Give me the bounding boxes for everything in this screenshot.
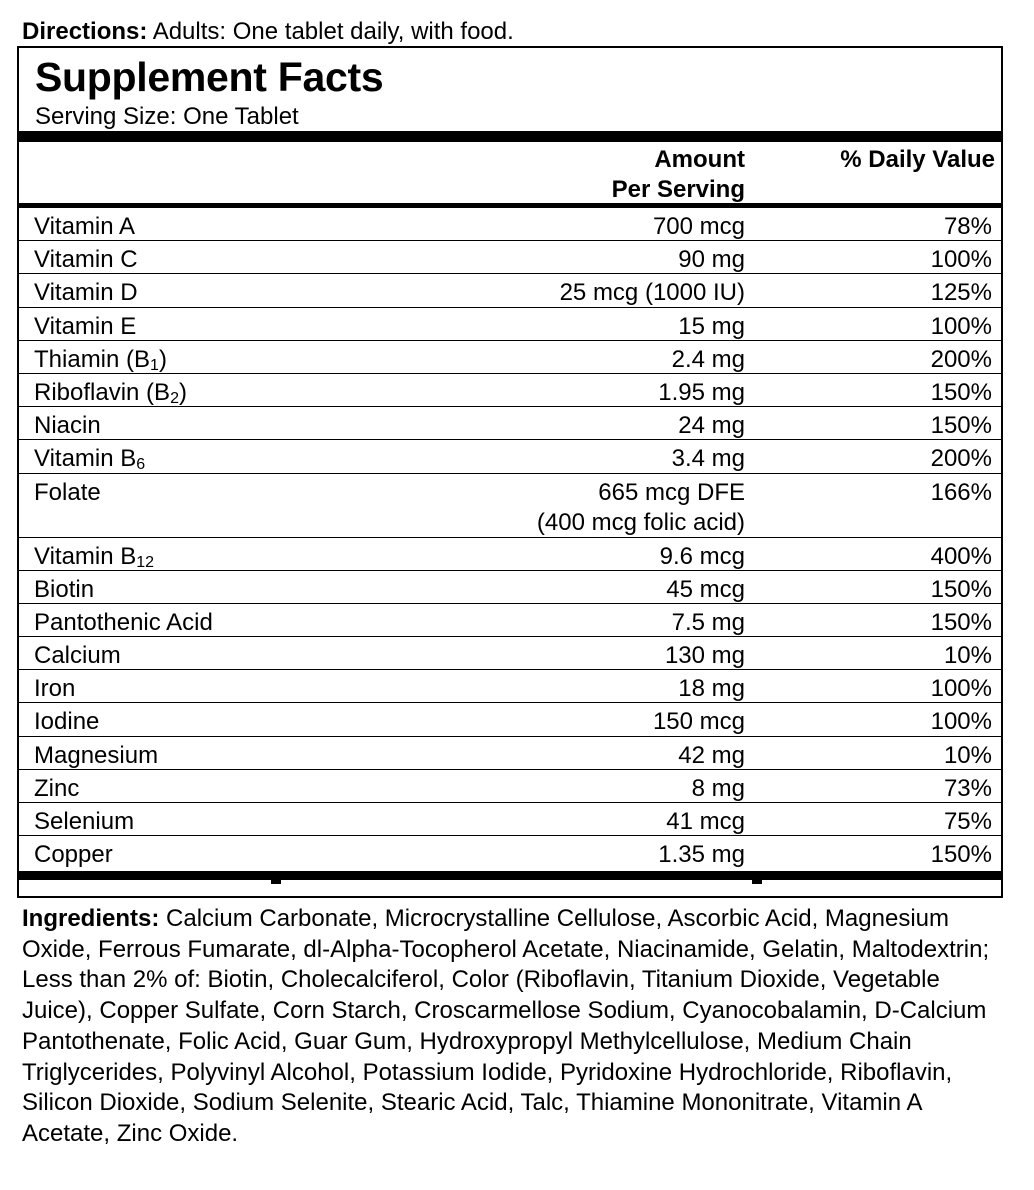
- nutrient-daily-value: 400%: [930, 542, 992, 570]
- nutrient-name-text: Niacin: [34, 412, 101, 440]
- nutrient-name: [34, 278, 138, 308]
- nutrient-name-text: Pantothenic Acid: [34, 608, 213, 636]
- ingredients-label: Ingredients:: [22, 905, 160, 932]
- nutrient-amount-text: 1.95 mg: [658, 378, 745, 406]
- nutrient-row: [19, 274, 1001, 307]
- nutrient-amount: [653, 707, 745, 737]
- nutrient-amount: [678, 674, 745, 704]
- nutrient-row: [19, 341, 1001, 374]
- nutrient-daily-value: 200%: [930, 345, 992, 373]
- nutrient-amount: [678, 411, 745, 441]
- nutrient-daily-value: 100%: [930, 312, 992, 340]
- thick-divider-bottom: [19, 871, 1001, 880]
- nutrient-amount-text: 7.5 mg: [671, 608, 745, 636]
- panel-title: Supplement Facts: [35, 54, 384, 100]
- nutrient-name: [34, 774, 79, 804]
- directions-line: [22, 18, 514, 46]
- nutrient-row: [19, 538, 1001, 571]
- thick-divider-top: [19, 131, 1001, 142]
- nutrient-amount: [660, 542, 745, 572]
- nutrient-daily-value: 200%: [930, 445, 992, 473]
- nutrient-amount: [658, 840, 745, 870]
- nutrient-daily-value: 166%: [930, 478, 992, 506]
- nutrient-name-text: Vitamin A: [34, 213, 135, 240]
- amount-header-line2: Per Serving: [611, 176, 745, 203]
- nutrient-name: [34, 345, 167, 378]
- nutrient-name-text: Vitamin B: [34, 542, 137, 570]
- ingredients-text: Calcium Carbonate, Microcrystalline Cellulose, Ascorbic Acid, Magnesium Oxide, Ferrous Fumarate, dl-Alpha-Tocopherol Acetate, Niacinamide, Gelatin, Maltodextrin; Less than 2% of: Biotin, Cholecalciferol, Color (Riboflavin, Titanium Dioxide, Vegetable Juice), Copper Sulfate, Corn Starch, Croscarmellose Sodium, Cyanocobalamin, D-Calcium Pantothenate, Folic Acid, Guar Gum, Hydroxypropyl Methylcellulose, Medium Chain Triglycerides, Polyvinyl Alcohol, Potassium Iodide, Pyridoxine Hydrochloride, Riboflavin, Silicon Dioxide, Sodium Selenite, Stearic Acid, Talc, Thiamine Mononitrate, Vitamin A Acetate, Zinc Oxide.: [22, 905, 990, 1147]
- nutrient-row: [19, 637, 1001, 670]
- nutrient-name-text: Zinc: [34, 774, 80, 802]
- amount-per-serving-header: [612, 145, 745, 205]
- nutrient-row: [19, 803, 1001, 836]
- nutrient-amount-text: 8 mg: [691, 774, 745, 802]
- nutrient-amount-text: 41 mcg: [666, 808, 745, 835]
- nutrient-daily-value: 100%: [930, 675, 992, 703]
- nutrient-row: [19, 836, 1001, 869]
- nutrient-name: [34, 378, 187, 411]
- nutrient-amount-text: 130 mg: [664, 642, 745, 670]
- nutrient-name: [34, 542, 154, 575]
- nutrient-name-tail: ): [158, 345, 167, 373]
- nutrient-amount: [672, 444, 745, 474]
- nutrient-amount-text: 9.6 mcg: [659, 542, 745, 570]
- nutrient-daily-value: 125%: [930, 279, 992, 307]
- nutrient-row: [19, 770, 1001, 803]
- nutrient-row: [19, 407, 1001, 440]
- nutrient-amount: [672, 608, 745, 638]
- nutrient-name: [34, 312, 136, 342]
- nutrient-name: [34, 478, 101, 508]
- nutrient-amount: [672, 345, 745, 375]
- nutrient-name: [34, 807, 134, 837]
- nutrient-amount: [537, 478, 745, 538]
- nutrient-name-text: Riboflavin (B: [34, 378, 171, 406]
- nutrient-row: [19, 440, 1001, 473]
- nutrient-amount: [678, 741, 745, 771]
- nutrient-name-text: Vitamin B: [34, 445, 137, 473]
- nutrient-daily-value: 78%: [943, 213, 992, 240]
- nutrient-amount-text: 24 mg: [678, 412, 745, 440]
- nutrient-name-subscript: 2: [170, 389, 179, 407]
- nutrient-name: [34, 411, 101, 441]
- nutrient-name-text: Thiamin (B: [34, 345, 151, 373]
- nutrient-name: [34, 608, 213, 638]
- nutrient-name: [34, 444, 145, 477]
- nutrient-amount-text: 15 mg: [678, 312, 745, 340]
- nutrient-amount-text: 90 mg: [678, 246, 745, 274]
- nutrient-amount-note: (400 mcg folic acid): [536, 508, 745, 536]
- nutrient-amount: [666, 807, 745, 837]
- nutrient-amount: [560, 278, 745, 308]
- nutrient-name-subscript: 1: [150, 356, 159, 374]
- nutrient-row: [19, 241, 1001, 274]
- nutrient-name-subscript: 12: [136, 553, 155, 571]
- nutrient-name: [34, 245, 138, 275]
- nutrient-name: [34, 741, 158, 771]
- nutrient-amount: [678, 245, 745, 275]
- directions-label: Directions:: [22, 18, 148, 45]
- nutrient-amount-text: 700 mcg: [652, 213, 745, 240]
- nutrient-name-text: Copper: [34, 841, 113, 869]
- nutrient-name-text: Biotin: [34, 575, 95, 603]
- nutrient-daily-value: 150%: [930, 412, 992, 440]
- nutrient-name-text: Iodine: [34, 708, 100, 736]
- nutrient-daily-value: 150%: [930, 608, 992, 636]
- nutrient-daily-value: 100%: [930, 246, 992, 274]
- nutrient-row: [19, 474, 1001, 538]
- daily-value-header: % Daily Value: [840, 146, 995, 173]
- supplement-facts-panel: [17, 46, 1003, 898]
- divider-tick-left: [271, 880, 281, 884]
- nutrient-amount-text: 1.35 mg: [658, 841, 745, 869]
- nutrient-name: [34, 212, 135, 242]
- nutrient-daily-value: 150%: [930, 841, 992, 869]
- divider-tick-right: [752, 880, 762, 884]
- nutrient-amount: [665, 641, 745, 671]
- nutrient-name-text: Vitamin C: [34, 246, 138, 274]
- nutrient-name-tail: ): [178, 378, 187, 406]
- nutrient-daily-value: 150%: [930, 378, 992, 406]
- nutrient-amount-text: 45 mcg: [666, 575, 745, 603]
- nutrient-amount-text: 150 mcg: [652, 708, 745, 736]
- nutrient-name-text: Vitamin D: [34, 279, 138, 307]
- nutrient-name: [34, 707, 99, 737]
- nutrient-amount-text: 2.4 mg: [671, 345, 745, 373]
- nutrient-amount: [692, 774, 745, 804]
- nutrient-name: [34, 840, 113, 870]
- nutrient-name: [34, 674, 75, 704]
- nutrient-amount: [666, 575, 745, 605]
- ingredients-paragraph: [22, 904, 1002, 1150]
- nutrient-row: [19, 308, 1001, 341]
- nutrient-daily-value: 73%: [943, 774, 992, 802]
- nutrient-amount-text: 18 mg: [678, 675, 745, 703]
- amount-header-line1: Amount: [654, 146, 745, 173]
- nutrient-name-text: Magnesium: [34, 741, 159, 769]
- nutrient-amount: [658, 378, 745, 408]
- nutrient-name-subscript: 6: [136, 456, 146, 474]
- nutrient-row: [19, 670, 1001, 703]
- nutrient-rows: [19, 208, 1001, 869]
- nutrient-name-text: Calcium: [34, 642, 121, 670]
- nutrient-row: [19, 737, 1001, 770]
- nutrient-row: [19, 703, 1001, 736]
- nutrient-amount-text: 25 mcg (1000 IU): [559, 279, 745, 307]
- nutrient-name-text: Folate: [34, 478, 101, 506]
- nutrient-daily-value: 100%: [930, 708, 992, 736]
- nutrient-daily-value: 10%: [943, 642, 992, 670]
- nutrient-name-text: Vitamin E: [34, 312, 137, 340]
- nutrient-daily-value: 150%: [930, 575, 992, 603]
- nutrient-daily-value: 75%: [943, 808, 992, 835]
- nutrient-amount: [653, 212, 745, 242]
- nutrient-amount-text: 3.4 mg: [671, 445, 745, 473]
- directions-text: Adults: One tablet daily, with food.: [147, 18, 514, 45]
- nutrient-name-text: Iron: [34, 675, 76, 703]
- serving-size: Serving Size: One Tablet: [35, 103, 299, 130]
- nutrient-row: [19, 571, 1001, 604]
- nutrient-name-text: Selenium: [34, 808, 135, 835]
- nutrient-daily-value: 10%: [943, 741, 992, 769]
- nutrient-amount-text: 42 mg: [678, 741, 745, 769]
- nutrient-amount: [678, 312, 745, 342]
- nutrient-name: [34, 575, 94, 605]
- nutrient-name: [34, 641, 121, 671]
- nutrient-row: [19, 374, 1001, 407]
- nutrient-amount-text: 665 mcg DFE: [598, 478, 745, 506]
- nutrient-row: [19, 604, 1001, 637]
- nutrient-row: [19, 208, 1001, 241]
